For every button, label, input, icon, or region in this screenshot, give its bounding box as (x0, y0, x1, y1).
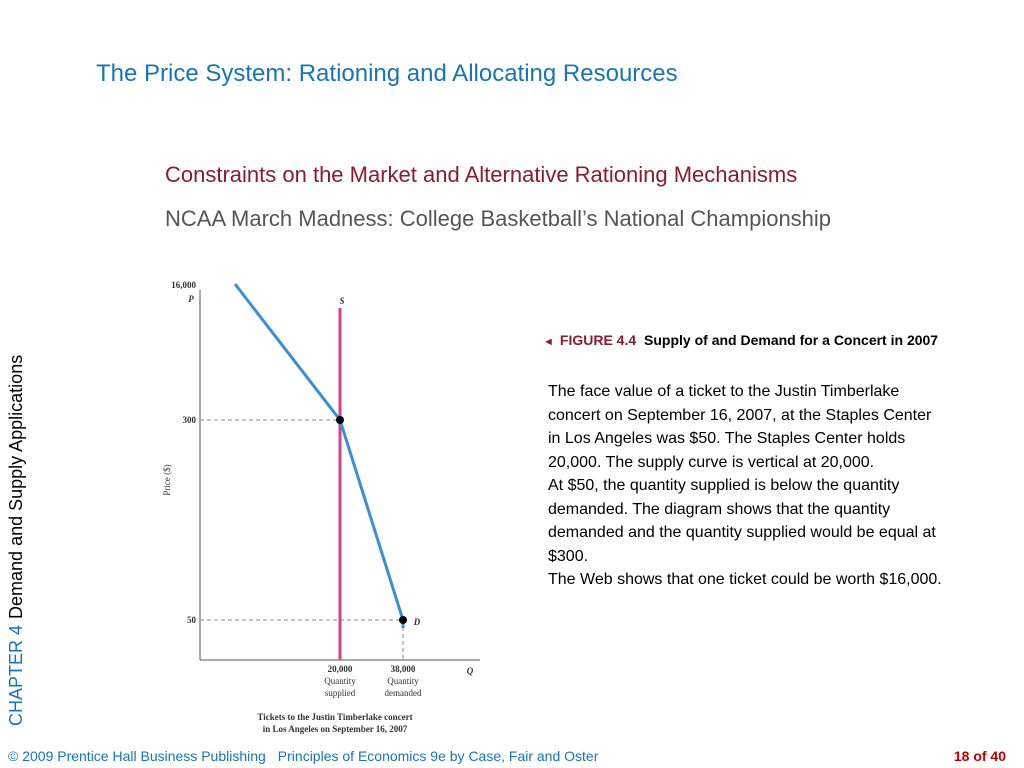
figure-caption (543, 331, 943, 352)
equilibrium-point (336, 416, 344, 424)
page-number: 18 of 40 (953, 748, 1006, 764)
series-line-d (235, 284, 403, 628)
chapter-number: CHAPTER 4 (6, 624, 26, 726)
series-label-s: S (339, 296, 345, 306)
y-tick-label: 16,000 (171, 280, 196, 290)
caption-arrow-icon: ◄ (543, 336, 554, 348)
x-tick-label: Quantity (324, 676, 356, 686)
x-axis-label: in Los Angeles on September 16, 2007 (262, 724, 408, 734)
x-tick-label: 20,000 (327, 664, 353, 674)
footer-copyright: © 2009 Prentice Hall Business Publishing (8, 748, 266, 764)
figure-paragraph: The face value of a ticket to the Justin Timberlake concert on September 16, 2007, at the Staples Center in Los Angeles was $50. The Staples Center holds 20,000. The supply curve is vertical at 20,000. (548, 383, 932, 471)
figure-number: FIGURE 4.4 (559, 332, 637, 348)
section-heading: Constraints on the Market and Alternative Rationing Mechanisms (165, 162, 798, 187)
x-tick-label: 38,000 (390, 664, 416, 674)
y-tick-label: 300 (182, 415, 196, 425)
series-label-d: D (413, 617, 421, 627)
y-tick-label: 50 (187, 615, 196, 625)
footer-credits (8, 748, 598, 764)
x-axis-label: Tickets to the Justin Timberlake concert (257, 712, 413, 722)
figure-title: Supply of and Demand for a Concert in 2007 (644, 332, 939, 348)
slide-footer (0, 745, 1024, 768)
sub-heading: NCAA March Madness: College Basketball’s National Championship (165, 206, 832, 231)
figure-paragraph: At $50, the quantity supplied is below the quantity demanded. The diagram shows that the quantity demanded and the quantity supplied would be equal at $300. (548, 477, 936, 565)
chapter-sidebar (6, 355, 27, 726)
x-tick-label: demanded (384, 688, 422, 698)
slide-title: The Price System: Rationing and Allocating Resources (96, 60, 678, 87)
footer-book-title: Principles of Economics 9e by Case, Fair and Oster (277, 748, 599, 764)
equilibrium-point (399, 616, 407, 624)
supply-demand-chart (150, 276, 490, 741)
x-tick-label: supplied (324, 688, 356, 698)
x-axis-letter: Q (466, 666, 474, 676)
x-tick-label: Quantity (387, 676, 419, 686)
y-axis-label: Price ($) (162, 464, 172, 496)
figure-paragraph: The Web shows that one ticket could be worth $16,000. (548, 571, 942, 588)
y-axis-letter: P (188, 294, 194, 304)
chapter-title: Demand and Supply Applications (6, 354, 26, 619)
figure-description (548, 380, 948, 592)
